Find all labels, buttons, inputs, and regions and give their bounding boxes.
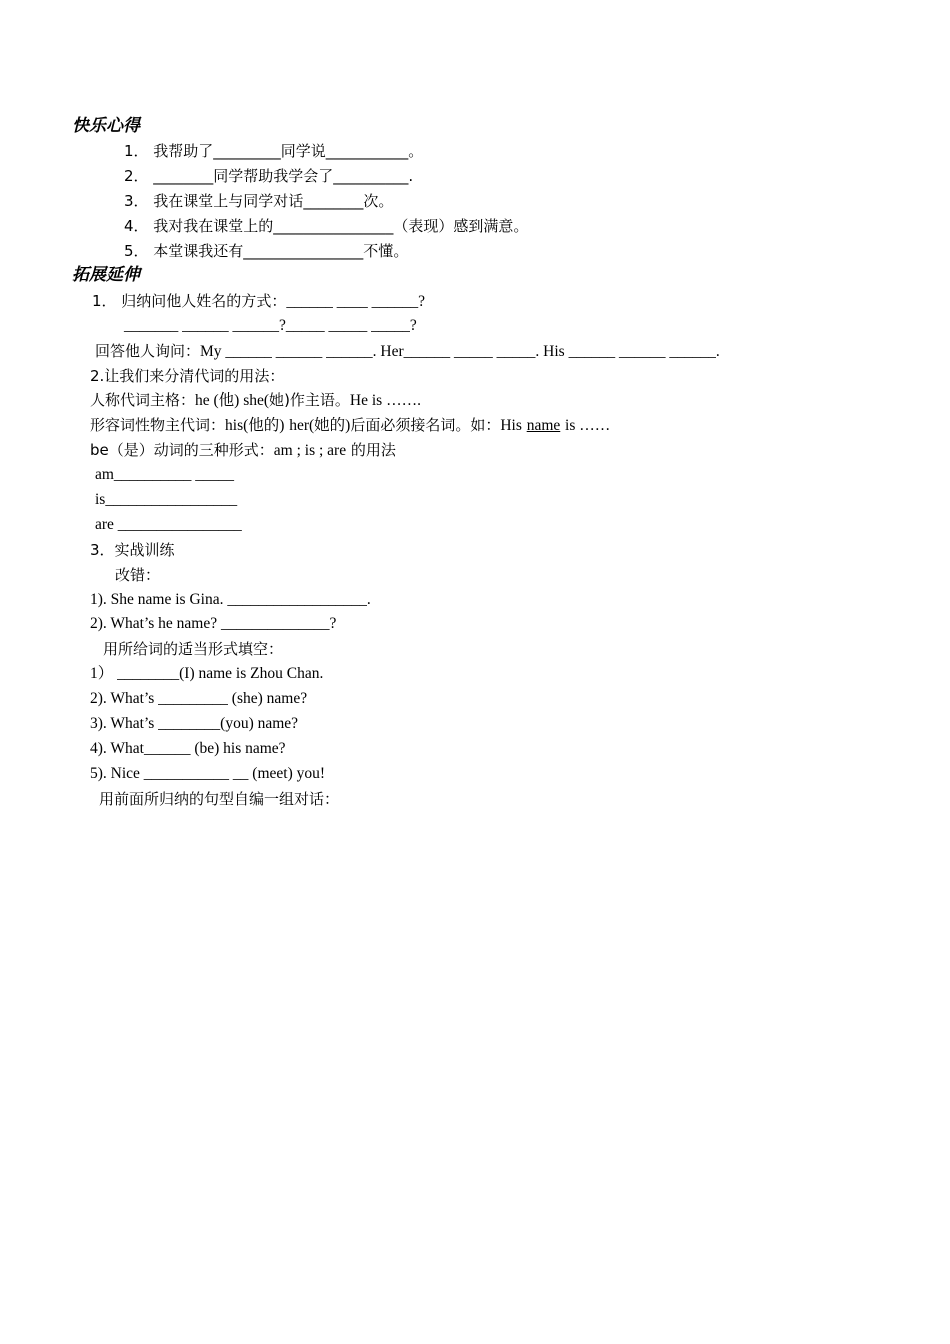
be-verb-line xyxy=(90,440,396,461)
reflection-item-5: 5． 本堂课我还有________________不懂。 xyxy=(124,242,409,260)
correct-errors-title: 改错： xyxy=(115,566,161,584)
be-am-line: am__________ _____ xyxy=(95,466,235,483)
answer-prefix: 回答他人询问： xyxy=(95,342,201,360)
possessive-example-his: His xyxy=(500,417,522,434)
reflection-item-3: 3． 我在课堂上与同学对话________次。 xyxy=(124,192,394,210)
be-is-line: is_________________ xyxy=(95,491,238,508)
answer-text: My ______ ______ ______. Her______ _____ _____. His ______ ______ ______. xyxy=(200,343,720,360)
personal-he: he (他) she( xyxy=(195,392,270,409)
fill-item-5: 5). Nice ___________ __ (meet) you! xyxy=(90,765,326,782)
personal-label: 人称代词主格： xyxy=(90,391,196,409)
be-label-b: 的用法 xyxy=(350,441,396,459)
question-1-line-2: _______ ______ ______?_____ _____ _____? xyxy=(124,317,417,334)
answer-line xyxy=(95,341,720,362)
correct-item-2: 2). What’s he name? ______________? xyxy=(90,615,337,632)
possessive-rule: 后面必须接名词。如： xyxy=(350,416,501,434)
reflection-item-1: 1． 我帮助了_________同学说___________。 xyxy=(124,142,424,160)
possessive-example-name: name xyxy=(526,417,561,434)
fill-in-title: 用所给词的适当形式填空： xyxy=(103,640,284,658)
possessive-line xyxy=(90,415,610,436)
fill-item-1: 1） ________(I) name is Zhou Chan. xyxy=(90,665,324,682)
possessive-his: his(他的) xyxy=(225,417,285,434)
fill-item-3: 3). What’s ________(you) name? xyxy=(90,715,299,732)
possessive-her: her(她的) xyxy=(289,417,351,434)
fill-item-4: 4). What______ (be) his name? xyxy=(90,740,286,757)
be-label-a: be（是）动词的三种形式： xyxy=(90,441,274,459)
section-heading-happy-reflection: 快乐心得 xyxy=(72,116,140,136)
personal-she-cn: 她 xyxy=(269,391,285,409)
question-3-title: 3．实战训练 xyxy=(90,541,175,559)
dialogue-title: 用前面所归纳的句型自编一组对话： xyxy=(99,790,340,808)
possessive-label: 形容词性物主代词： xyxy=(90,416,226,434)
question-2-title: 2.让我们来分清代词的用法： xyxy=(90,367,285,385)
be-are-line: are ________________ xyxy=(95,516,242,533)
personal-mid: )作主语。 xyxy=(284,391,350,409)
correct-item-1: 1). She name is Gina. __________________. xyxy=(90,591,371,608)
possessive-example-rest: is …… xyxy=(565,417,611,434)
question-1 xyxy=(92,291,425,312)
be-forms: am ; is ; are xyxy=(273,442,347,459)
section-heading-extension: 拓展延伸 xyxy=(72,265,140,285)
reflection-item-4: 4． 我对我在课堂上的________________（表现）感到满意。 xyxy=(124,217,529,235)
personal-pronoun-line xyxy=(90,390,421,411)
question-1-label: 1． 归纳问他人姓名的方式： xyxy=(92,292,287,310)
personal-example: He is ……. xyxy=(349,392,421,409)
question-1-blanks: ______ ____ ______? xyxy=(286,293,425,310)
fill-item-2: 2). What’s _________ (she) name? xyxy=(90,690,308,707)
reflection-item-2: 2． ________同学帮助我学会了__________. xyxy=(124,167,414,185)
